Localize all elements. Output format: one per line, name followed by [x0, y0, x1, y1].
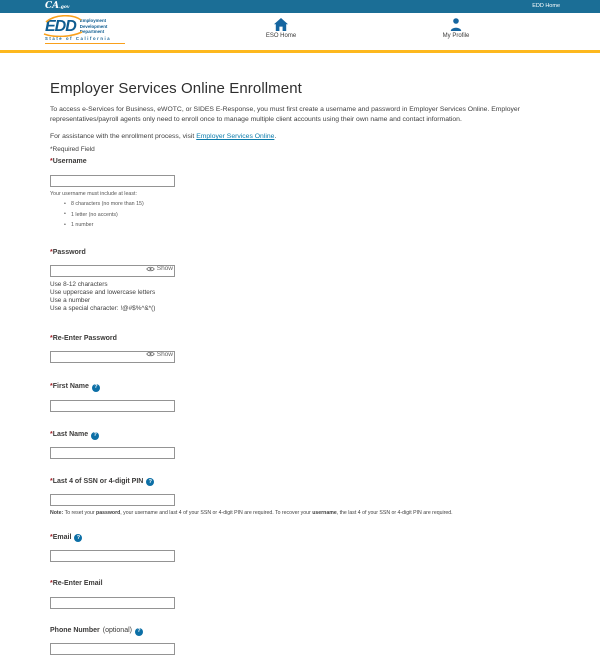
username-group — [50, 158, 550, 228]
edd-logo[interactable] — [45, 15, 125, 44]
first-name-help-icon[interactable]: ? — [92, 384, 100, 392]
username-rule: • 1 number — [64, 222, 550, 228]
last-name-input[interactable] — [50, 447, 175, 459]
username-label: *Username — [50, 158, 87, 166]
nav-eso-home-label: ESO Home — [265, 33, 297, 39]
last-name-help-icon[interactable]: ? — [91, 432, 99, 440]
employer-services-online-link[interactable]: Employer Services Online — [196, 133, 275, 141]
ssn-pin-label: *Last 4 of SSN or 4-digit PIN — [50, 477, 144, 485]
email-label: *Email — [50, 533, 72, 541]
reenter-email-group — [50, 580, 550, 609]
page-title: Employer Services Online Enrollment — [50, 80, 302, 97]
nav-my-profile-label: My Profile — [442, 33, 470, 39]
ssn-pin-input[interactable] — [50, 494, 175, 506]
nav-eso-home[interactable] — [251, 18, 311, 39]
person-icon — [450, 18, 462, 31]
home-icon — [274, 18, 288, 31]
last-name-label: *Last Name — [50, 431, 89, 439]
username-rule: • 1 letter (no accents) — [64, 212, 550, 218]
edd-home-link[interactable]: EDD Home — [532, 3, 560, 9]
reenter-password-show-button[interactable]: Show — [146, 346, 173, 362]
password-group — [50, 249, 550, 314]
reenter-password-group — [50, 335, 550, 364]
edd-acronym: EDD — [45, 18, 76, 35]
phone-optional-label: (optional) — [102, 627, 132, 635]
edd-dept-text: Employment Development Department — [79, 18, 108, 35]
reenter-email-input[interactable] — [50, 597, 175, 609]
username-rule: • 8 characters (no more than 15) — [64, 201, 550, 207]
eye-icon — [146, 266, 155, 272]
site-header — [0, 13, 600, 50]
username-rules-intro: Your username must include at least: — [50, 191, 137, 198]
ssn-note: Note: To reset your password, your username and last 4 of your SSN or 4-digit PIN are required. To recover your username, the last 4 of your SSN or 4-digit PIN are required. — [50, 509, 453, 516]
password-rule: Use a number — [50, 297, 91, 305]
phone-help-icon[interactable]: ? — [135, 628, 143, 636]
nav-my-profile[interactable] — [426, 18, 486, 39]
intro-paragraph: To access e-Services for Business, eWOTC, or SIDES E-Response, you must first create a username and password in Employer Services Online. Employer representatives/payroll agents only need to enroll once to manage multiple client accounts using their own name and contact information. — [50, 106, 520, 124]
eye-icon — [146, 351, 155, 357]
password-show-button[interactable]: Show — [146, 261, 173, 277]
phone-group — [50, 627, 550, 656]
phone-label: Phone Number — [50, 627, 100, 635]
username-rules-list — [64, 201, 550, 228]
last-name-group — [50, 431, 550, 460]
email-help-icon[interactable]: ? — [74, 534, 82, 542]
phone-input[interactable] — [50, 643, 175, 655]
password-rule: Use 8-12 characters — [50, 280, 108, 288]
password-rule: Use a special character: !@#$%^&*() — [50, 305, 156, 313]
cagov-logo[interactable]: CA.gov — [45, 1, 70, 11]
email-group — [50, 534, 550, 563]
username-input[interactable] — [50, 175, 175, 187]
ssn-pin-group — [50, 478, 550, 516]
password-label: *Password — [50, 249, 86, 257]
required-field-note: *Required Field — [50, 146, 95, 154]
reenter-password-label: *Re-Enter Password — [50, 334, 117, 342]
edd-tagline: State of California — [45, 36, 125, 44]
ssn-pin-help-icon[interactable]: ? — [146, 478, 154, 486]
password-rules — [50, 281, 550, 314]
first-name-label: *First Name — [50, 383, 89, 391]
first-name-group — [50, 383, 550, 412]
first-name-input[interactable] — [50, 400, 175, 412]
reenter-email-label: *Re-Enter Email — [50, 580, 103, 588]
main-content — [50, 53, 550, 656]
utility-bar — [0, 0, 600, 13]
email-input[interactable] — [50, 550, 175, 562]
password-rule: Use uppercase and lowercase letters — [50, 289, 156, 297]
assistance-line: For assistance with the enrollment process, visit Employer Services Online. — [50, 133, 277, 141]
